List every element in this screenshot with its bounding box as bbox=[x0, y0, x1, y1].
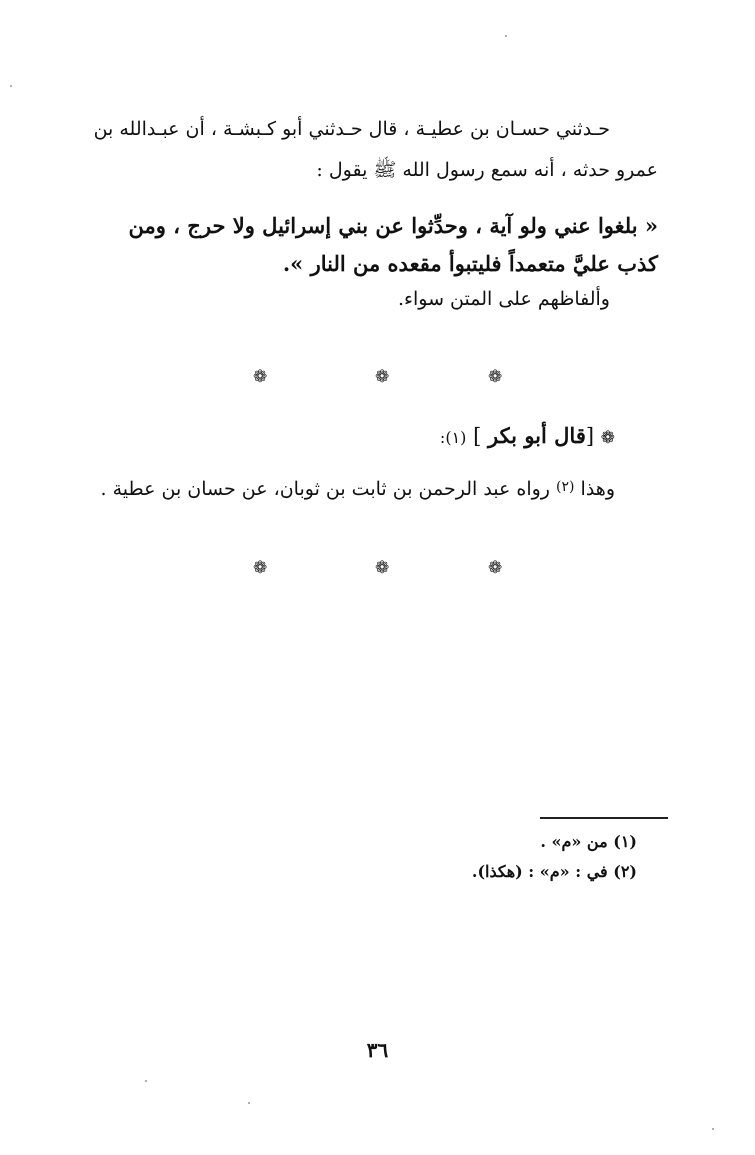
scan-speck bbox=[10, 85, 12, 87]
footnote-ref-2: (٢) bbox=[556, 479, 575, 495]
separator-star-icon: ❁ bbox=[375, 367, 390, 387]
scan-speck bbox=[145, 1080, 147, 1082]
scan-speck bbox=[712, 1128, 714, 1130]
separator-star-icon: ❁ bbox=[253, 558, 268, 578]
narration-text: رواه عبد الرحمن بن ثابت بن ثوبان، عن حسان بن عطية . bbox=[100, 478, 550, 500]
separator-star-icon: ❁ bbox=[375, 558, 390, 578]
separator-star-icon: ❁ bbox=[488, 558, 503, 578]
closing-line: وألفاظهم على المتن سواء. bbox=[398, 288, 610, 310]
footnote-1: (١) من «م» . bbox=[540, 832, 637, 851]
paragraph-line-2: عمرو حدثه ، أنه سمع رسول الله ﷺ يقول : bbox=[316, 159, 658, 181]
footnote-divider bbox=[540, 817, 668, 819]
section-title: قال أبو بكر bbox=[487, 423, 586, 448]
narration-prefix: وهذا bbox=[580, 478, 615, 500]
hadith-line-2: كذب عليَّ متعمداً فليتبوأ مقعده من النار ». bbox=[282, 251, 658, 276]
scan-speck bbox=[505, 35, 507, 37]
paragraph-line-1: حـدثني حسـان بن عطيـة ، قال حـدثني أبو كـبشـة ، أن عبـدالله بن bbox=[93, 118, 610, 140]
hadith-line-1: « بلغوا عني ولو آية ، وحدِّثوا عن بني إسرائيل ولا حرج ، ومن bbox=[128, 213, 658, 238]
narration-line bbox=[101, 478, 615, 500]
separator-star-icon: ❁ bbox=[488, 367, 503, 387]
bracket-close: ] bbox=[473, 424, 482, 448]
separator-star-icon: ❁ bbox=[253, 367, 268, 387]
page-number: ٣٦ bbox=[366, 1038, 389, 1062]
scan-speck bbox=[248, 1102, 250, 1104]
section-star-icon: ❁ bbox=[600, 428, 615, 448]
bracket-open: [ bbox=[585, 424, 595, 448]
footnote-ref-1: (١): bbox=[439, 428, 467, 447]
section-heading bbox=[440, 423, 615, 448]
footnote-2: (٢) في : «م» : (هكذا). bbox=[471, 862, 637, 881]
